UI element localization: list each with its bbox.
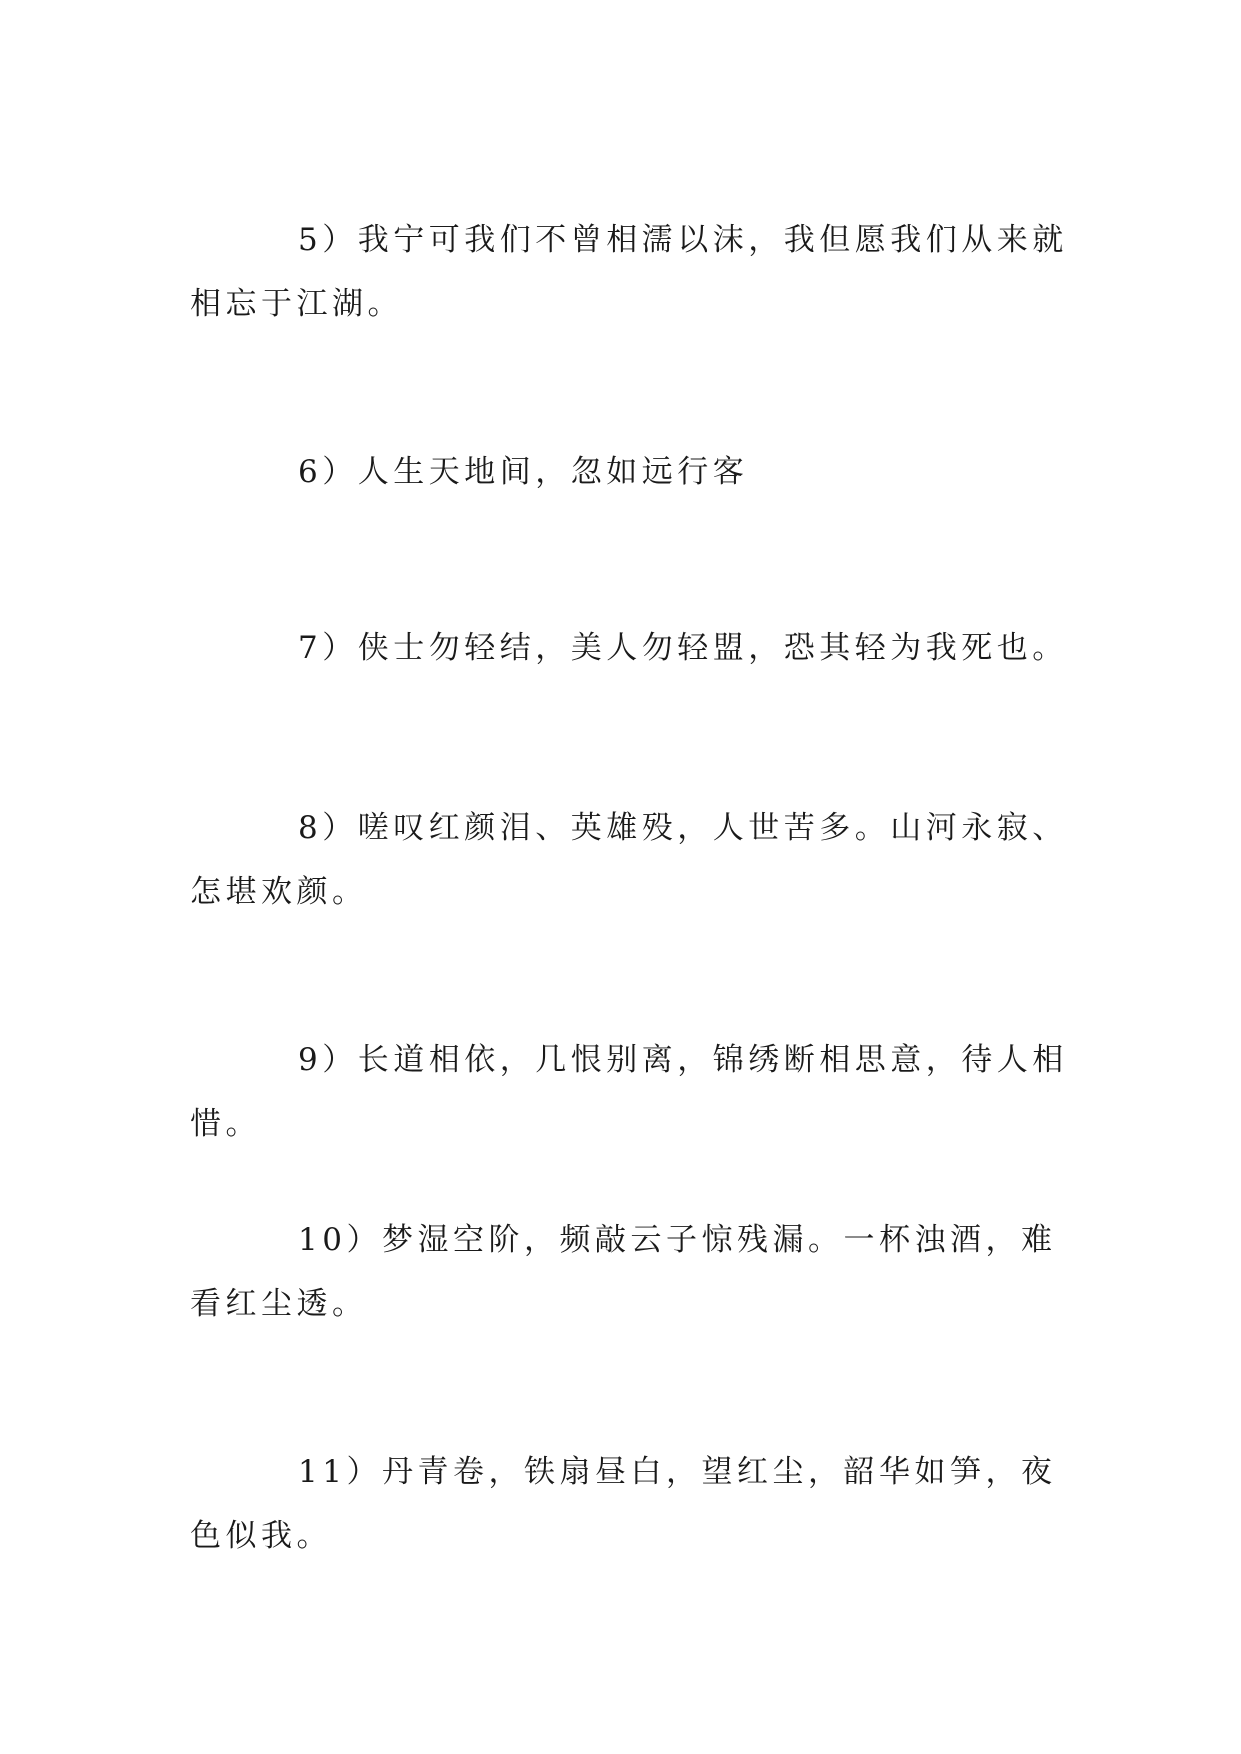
paragraph-10: 10）梦湿空阶，频敲云子惊残漏。一杯浊酒，难看红尘透。	[190, 1222, 1057, 1322]
paragraph-8: 8）嗟叹红颜泪、英雄殁，人世苦多。山河永寂、怎堪欢颜。	[190, 810, 1068, 910]
paragraph-6: 6）人生天地间，忽如远行客	[298, 454, 749, 490]
paragraph-7: 7）侠士勿轻结，美人勿轻盟，恐其轻为我死也。	[298, 630, 1068, 666]
paragraph-5: 5）我宁可我们不曾相濡以沫，我但愿我们从来就相忘于江湖。	[190, 222, 1068, 322]
paragraph-11: 11）丹青卷，铁扇昼白，望红尘，韶华如笋，夜色似我。	[190, 1454, 1057, 1554]
paragraph-9: 9）长道相依，几恨别离，锦绣断相思意，待人相惜。	[190, 1042, 1068, 1142]
